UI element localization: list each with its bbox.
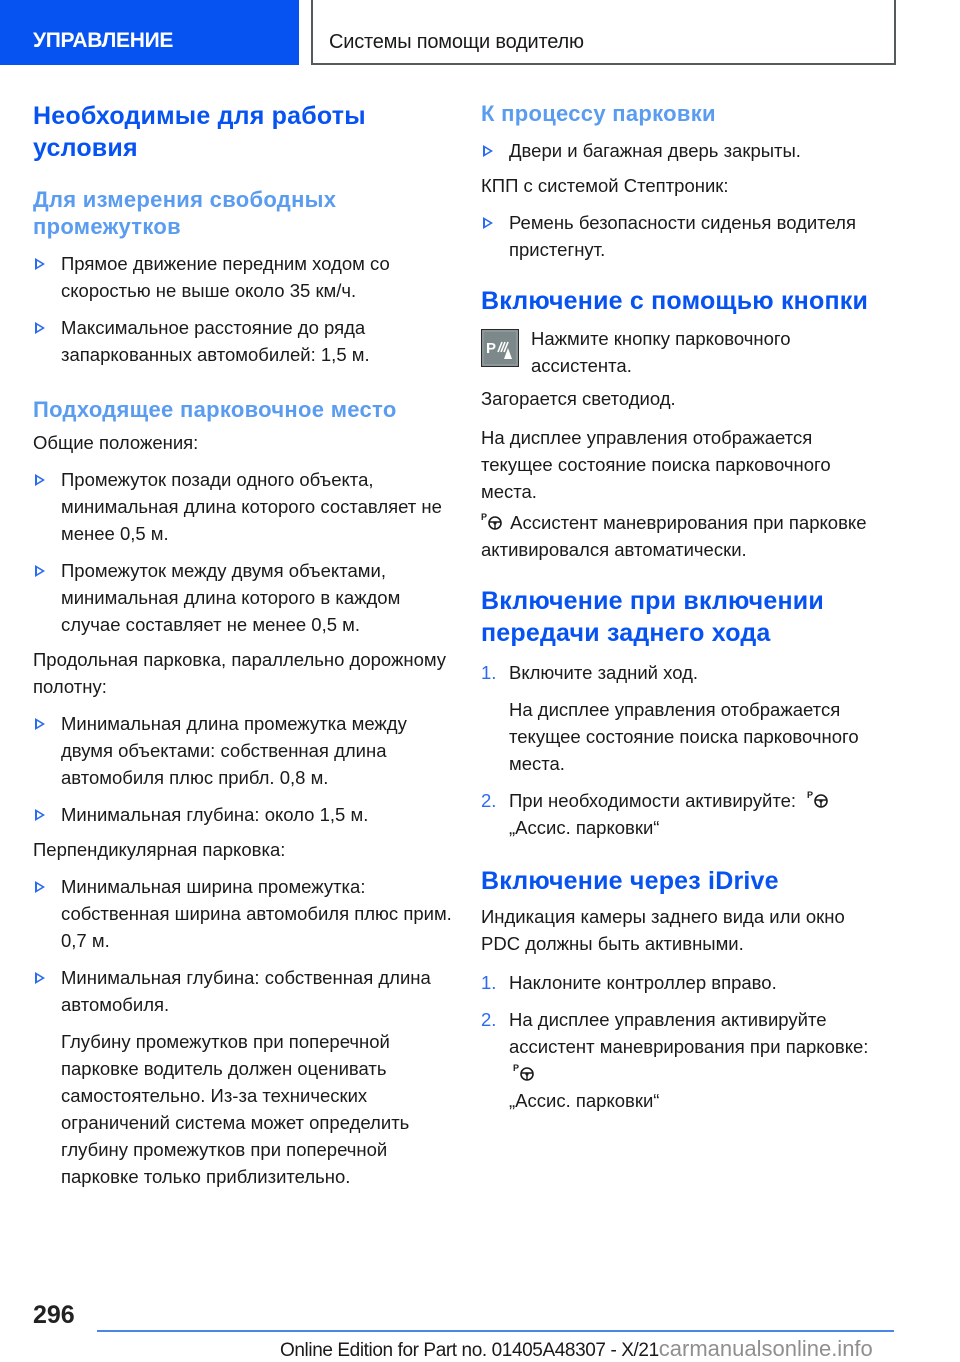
steptronic-label: КПП с системой Стептроник: (481, 175, 729, 196)
svg-text:P: P (513, 1063, 520, 1073)
parallel-label: Продольная парковка, параллельно дорожному полотну: (33, 649, 447, 697)
right-column (481, 100, 901, 1114)
step-item: 2. На дисплее управления активируйте ассистент маневрирования при парковке: P „Ассис. парковки“ (481, 1009, 869, 1111)
parking-maneuver-assistant-icon (513, 1062, 537, 1082)
triangle-bullet-icon (35, 881, 45, 893)
heading-requirements: Необходимые для работы условия (33, 102, 366, 162)
parking-maneuver-assistant-icon (481, 511, 505, 531)
triangle-bullet-icon (35, 718, 45, 730)
perpendicular-note: Глубину промежутков при поперечной парковке водитель должен оценивать самостоятельно. Из-за технических ограничений система может определить глубину промежутков при поперечной парковке только приблизительно. (61, 1031, 410, 1187)
heading-parking-process: К процессу парковки (481, 101, 716, 126)
general-label: Общие положения: (33, 432, 199, 453)
idrive-intro: Индикация камеры заднего вида или окно PDC должны быть активными. (481, 906, 845, 954)
chapter-title: Системы помощи водителю (311, 0, 896, 65)
svg-text:P: P (486, 340, 497, 357)
button-instruction: P Нажмите кнопку парковочного ассистента. (481, 325, 901, 379)
heading-reverse-activation: Включение при включении передачи заднего хода (481, 587, 824, 647)
triangle-bullet-icon (483, 217, 493, 229)
triangle-bullet-icon (35, 565, 45, 577)
svg-text:P: P (807, 790, 814, 800)
edition-text: Online Edition for Part no. 01405A48307 - X/21 (280, 1340, 659, 1361)
parking-maneuver-assistant-icon (807, 789, 831, 809)
step-item: 2. При необходимости активируйте: P „Ассис. парковки“ (481, 787, 901, 841)
heading-button-activation: Включение с помощью кнопки (481, 287, 869, 315)
bullet-item: Минимальная глубина: около 1,5 м. (33, 801, 453, 828)
bullet-item: Минимальная длина промежутка между двумя объектами: собственная длина автомобиля плюс прибл. 0,8 м. (33, 710, 453, 791)
menu-label: „Ассис. парковки“ (509, 1090, 660, 1111)
triangle-bullet-icon (35, 809, 45, 821)
bullet-item: Двери и багажная дверь закрыты. (481, 137, 901, 164)
step-note: На дисплее управления отображается текущее состояние поиска парковочного места. (509, 699, 859, 774)
heading-idrive-activation: Включение через iDrive (481, 867, 779, 895)
bullet-item: Ремень безопасности сиденья водителя пристегнут. (481, 209, 901, 263)
bullet-item: Промежуток между двумя объектами, минимальная длина которого в каждом случае составляет не менее 0,5 м. (33, 557, 453, 638)
watermark: carmanualsonline.info (658, 1336, 873, 1361)
triangle-bullet-icon (35, 972, 45, 984)
parking-assistant-button-icon (481, 329, 519, 367)
triangle-bullet-icon (483, 145, 493, 157)
bullet-item: Максимальное расстояние до ряда запаркованных автомобилей: 1,5 м. (33, 314, 453, 368)
display-text: На дисплее управления отображается текущее состояние поиска парковочного места. (481, 427, 831, 502)
svg-text:P: P (481, 512, 488, 522)
triangle-bullet-icon (35, 474, 45, 486)
triangle-bullet-icon (35, 258, 45, 270)
menu-label: „Ассис. парковки“ (509, 817, 660, 838)
step-item: 1. Наклоните контроллер вправо. (481, 972, 777, 993)
triangle-bullet-icon (35, 322, 45, 334)
left-column (33, 100, 453, 1190)
perpendicular-label: Перпендикулярная парковка: (33, 839, 286, 860)
auto-activation-text: P Ассистент маневрирования при парковке активировался автоматически. (481, 512, 867, 560)
bullet-item: Минимальная глубина: собственная длина автомобиля. (33, 964, 453, 1018)
led-text: Загорается светодиод. (481, 388, 676, 409)
heading-suitable-space: Подходящее парковочное место (33, 397, 397, 422)
page-number: 296 (33, 1301, 75, 1329)
section-tab: УПРАВЛЕНИЕ (0, 0, 299, 65)
footer-edition (280, 1336, 873, 1362)
bullet-item: Минимальная ширина промежутка: собственная ширина автомобиля плюс прим. 0,7 м. (33, 873, 453, 954)
step-item: 1. Включите задний ход. (481, 662, 699, 683)
bullet-item: Промежуток позади одного объекта, минимальная длина которого составляет не менее 0,5 м. (33, 466, 453, 547)
footer-divider (97, 1330, 894, 1332)
bullet-item: Прямое движение передним ходом со скоростью не выше около 35 км/ч. (33, 250, 453, 304)
heading-gap-measurement: Для измерения свободных промежутков (33, 187, 337, 239)
